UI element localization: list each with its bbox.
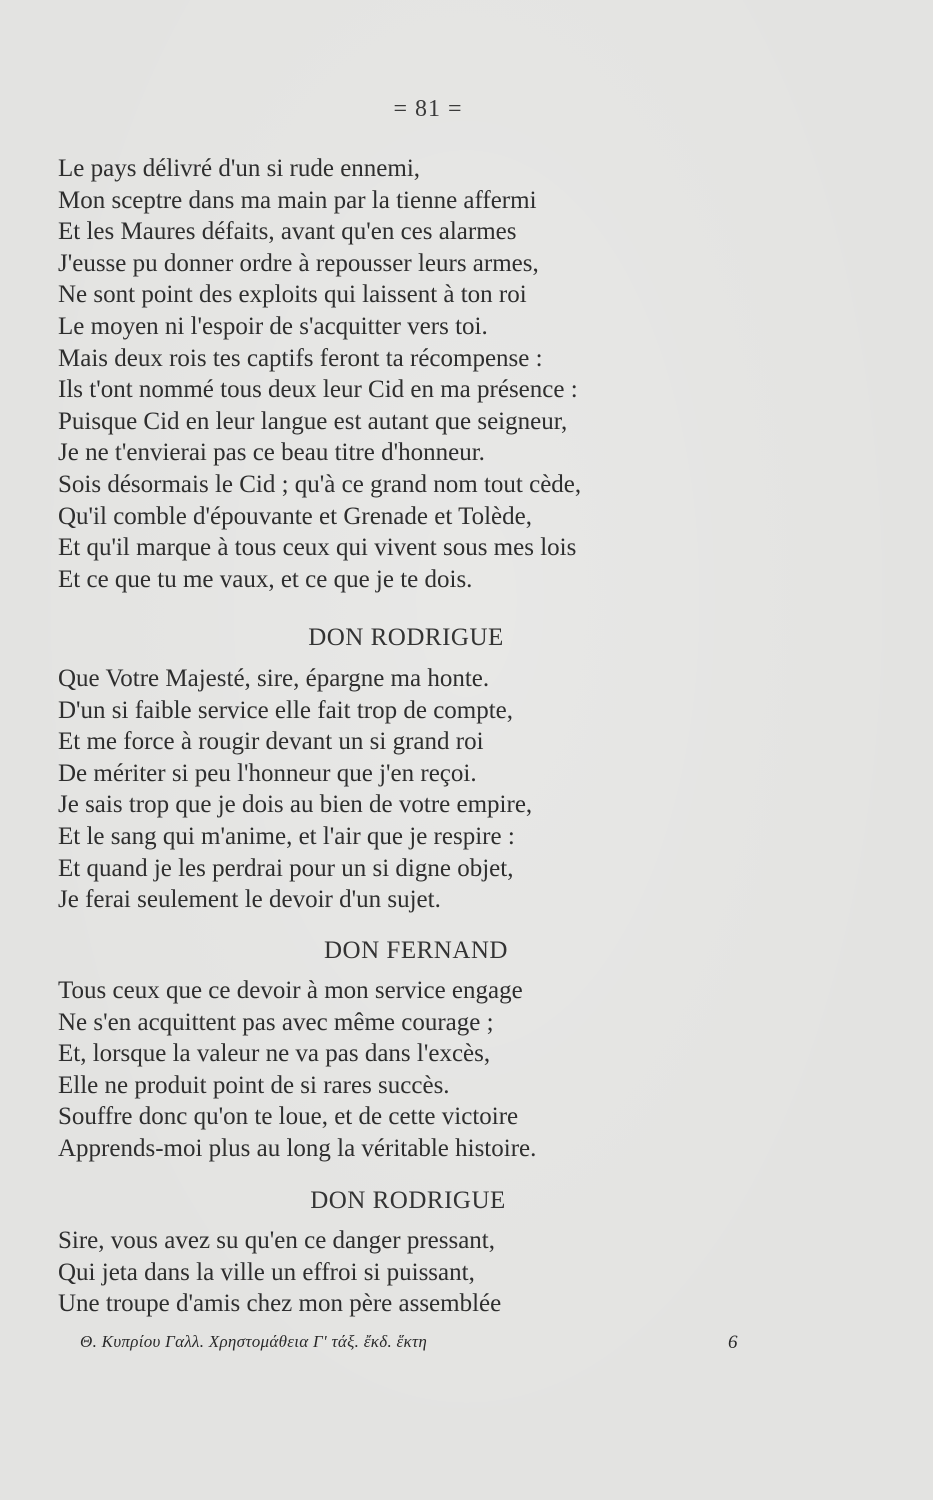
- page-number: = 81 =: [393, 96, 463, 122]
- verse-line: Je sais trop que je dois au bien de votre empire,: [58, 791, 533, 819]
- verse-line: Le pays délivré d'un si rude ennemi,: [58, 155, 421, 182]
- verse-line: Une troupe d'amis chez mon père assemblée: [58, 1290, 502, 1318]
- verse-line: Souffre donc qu'on te loue, et de cette victoire: [58, 1103, 519, 1131]
- verse-line: Et le sang qui m'anime, et l'air que je respire :: [58, 822, 515, 850]
- verse-line: Et me force à rougir devant un si grand roi: [58, 728, 484, 756]
- verse-line: Et ce que tu me vaux, et ce que je te dois.: [58, 565, 473, 593]
- verse-line: Je ne t'envierai pas ce beau titre d'honneur.: [58, 439, 485, 467]
- verse-line: Qu'il comble d'épouvante et Grenade et Tolède,: [58, 502, 532, 530]
- verse-line: Le moyen ni l'espoir de s'acquitter vers toi.: [58, 312, 488, 340]
- verse-block-rodrigue: [58, 663, 532, 916]
- verse-line: Ne s'en acquittent pas avec même courage ;: [58, 1008, 494, 1036]
- verse-line: De mériter si peu l'honneur que j'en reçoi.: [58, 759, 477, 787]
- signature-mark: 6: [728, 1332, 738, 1353]
- verse-line: Que Votre Majesté, sire, épargne ma honte.: [58, 665, 490, 692]
- verse-line: Et, lorsque la valeur ne va pas dans l'excès,: [58, 1040, 491, 1068]
- verse-line: Et qu'il marque à tous ceux qui vivent sous mes lois: [58, 534, 577, 562]
- verse-block-king: [58, 153, 581, 595]
- verse-line: Qui jeta dans la ville un effroi si puissant,: [58, 1258, 475, 1286]
- verse-line: Et les Maures défaits, avant qu'en ces alarmes: [58, 218, 517, 246]
- verse-line: Ils t'ont nommé tous deux leur Cid en ma présence :: [58, 376, 578, 404]
- verse-line: Sire, vous avez su qu'en ce danger pressant,: [58, 1227, 495, 1254]
- verse-line: Mais deux rois tes captifs feront ta récompense :: [58, 344, 543, 372]
- footer-citation: Θ. Κυπρίου Γαλλ. Χρηστομάθεια Γ' τάξ. ἔκδ. ἕκτη: [80, 1332, 428, 1351]
- verse-line: Je ferai seulement le devoir d'un sujet.: [58, 886, 441, 914]
- verse-line: Mon sceptre dans ma main par la tienne affermi: [58, 186, 537, 214]
- verse-block-rodrigue-2: [58, 1225, 501, 1320]
- speaker-heading: DON RODRIGUE: [308, 624, 504, 651]
- speaker-heading: DON RODRIGUE: [310, 1187, 506, 1214]
- verse-line: Apprends-moi plus au long la véritable histoire.: [58, 1134, 537, 1162]
- verse-line: Puisque Cid en leur langue est autant que seigneur,: [58, 407, 568, 435]
- verse-line: Sois désormais le Cid ; qu'à ce grand nom tout cède,: [58, 470, 582, 498]
- speaker-heading: DON FERNAND: [324, 937, 508, 964]
- verse-line: D'un si faible service elle fait trop de compte,: [58, 696, 514, 724]
- verse-block-fernand: [58, 975, 536, 1165]
- verse-line: Ne sont point des exploits qui laissent à ton roi: [58, 281, 527, 309]
- verse-line: Tous ceux que ce devoir à mon service engage: [58, 977, 523, 1004]
- verse-line: Et quand je les perdrai pour un si digne objet,: [58, 854, 514, 882]
- verse-line: J'eusse pu donner ordre à repousser leurs armes,: [58, 249, 539, 277]
- verse-line: Elle ne produit point de si rares succès.: [58, 1071, 450, 1099]
